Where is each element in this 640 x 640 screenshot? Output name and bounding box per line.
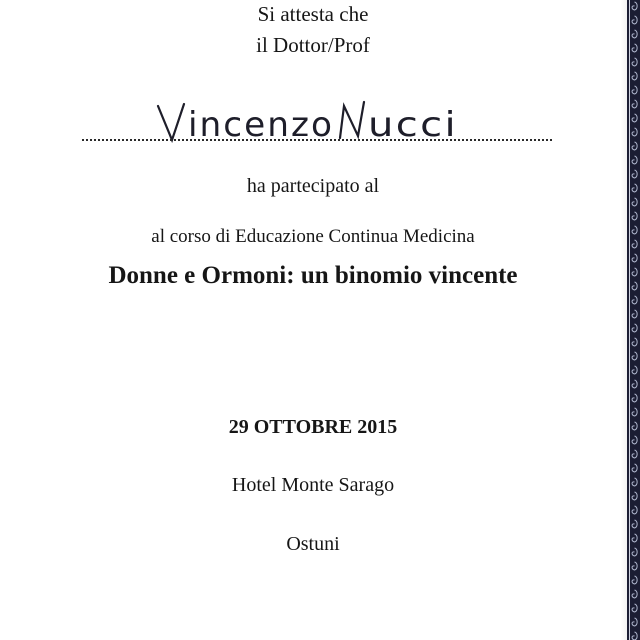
border-ornament-swirl <box>632 576 637 584</box>
signature-script: incenzo <box>188 105 334 145</box>
border-ornament-swirl <box>632 86 637 94</box>
certify-text: Si attesta che <box>257 2 369 26</box>
border-ornament-swirl <box>632 632 637 640</box>
border-ornament-pattern <box>630 0 639 640</box>
border-ornament-swirl <box>632 184 637 192</box>
border-ornament-swirl <box>632 394 637 402</box>
border-ornament-swirl <box>632 100 637 108</box>
border-ornament-swirl <box>632 590 637 598</box>
border-ornament-swirl <box>632 170 637 178</box>
course-title: Donne e Ormoni: un binomio vincente <box>108 262 518 289</box>
border-ornament-swirl <box>632 310 637 318</box>
border-ornament-swirl <box>632 58 637 66</box>
border-ornament-swirl <box>632 338 637 346</box>
border-ornament-swirl <box>632 450 637 458</box>
border-ornament-swirl <box>632 520 637 528</box>
border-ornament-swirl <box>632 408 637 416</box>
border-ornament-swirl <box>632 464 637 472</box>
border-ornament-swirl <box>632 142 637 150</box>
border-ornament-swirl <box>632 226 637 234</box>
border-ornament-swirl <box>632 128 637 136</box>
border-ornament-swirl <box>632 548 637 556</box>
border-ornament-swirl <box>632 30 637 38</box>
border-ornament-swirl <box>632 436 637 444</box>
border-ornament-swirl <box>632 212 637 220</box>
border-ornament-swirl <box>632 72 637 80</box>
border-ornament-swirl <box>632 156 637 164</box>
border-ornament-swirl <box>632 240 637 248</box>
course-type-text: al corso di Educazione Continua Medicina <box>151 226 475 247</box>
event-city: Ostuni <box>286 533 340 555</box>
signature-dotted-line <box>82 139 552 143</box>
border-ornament-swirl <box>632 534 637 542</box>
border-ornament-swirl <box>632 114 637 122</box>
border-ornament-swirl <box>632 478 637 486</box>
participated-text: ha partecipato al <box>246 175 380 197</box>
doctor-title-text: il Dottor/Prof <box>256 33 370 57</box>
border-ornament-swirl <box>632 198 637 206</box>
border-ornament-swirl <box>632 2 637 10</box>
border-ornament-swirl <box>632 492 637 500</box>
border-ornament-swirl <box>632 422 637 430</box>
border-ornament-swirl <box>632 604 637 612</box>
border-ornament-swirl <box>632 44 637 52</box>
event-venue: Hotel Monte Sarago <box>231 474 395 496</box>
border-ornament-swirl <box>632 352 637 360</box>
border-ornament-swirl <box>632 562 637 570</box>
decorative-border <box>627 0 640 640</box>
border-ornament-swirl <box>632 268 637 276</box>
signature-script-surname: ucci <box>368 105 458 145</box>
border-ornament-swirl <box>632 618 637 626</box>
border-ornament-swirl <box>632 506 637 514</box>
border-ornament-swirl <box>632 324 637 332</box>
border-ornament-swirl <box>632 16 637 24</box>
event-date: 29 OTTOBRE 2015 <box>228 416 398 438</box>
border-ornament-swirl <box>632 282 637 290</box>
border-ornament-swirl <box>632 254 637 262</box>
border-ornament-swirl <box>632 380 637 388</box>
border-ornament-swirl <box>632 296 637 304</box>
border-ornament-swirl <box>632 366 637 374</box>
